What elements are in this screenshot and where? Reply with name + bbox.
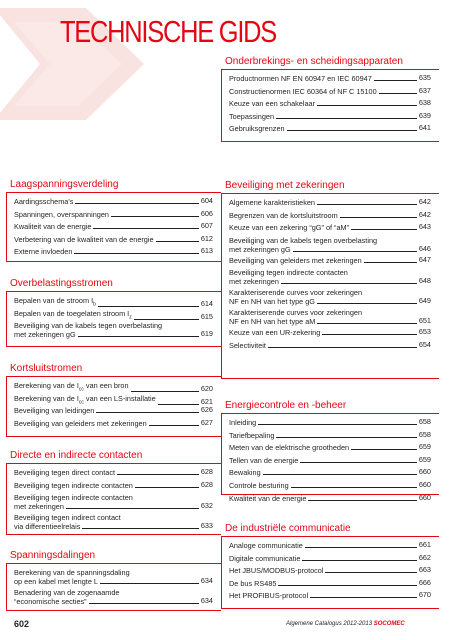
toc-entry-page: 606 <box>200 208 213 218</box>
toc-entry <box>229 124 431 133</box>
toc-entry <box>229 591 431 600</box>
toc-entry <box>229 481 431 490</box>
toc-entry <box>229 341 431 350</box>
toc-box-overbelasting <box>6 292 221 347</box>
toc-entry <box>229 236 431 254</box>
toc-entry-page: 660 <box>418 492 431 502</box>
section-title-laagspanning: Laagspanningsverdeling <box>10 179 119 190</box>
toc-entry <box>229 566 431 575</box>
toc-entry-page: 607 <box>200 221 213 231</box>
toc-entry <box>229 74 431 83</box>
toc-entry-text: Tariefbepaling <box>229 430 275 440</box>
toc-entry <box>14 381 213 394</box>
toc-entry-text: Beveiliging tegen indirecte contacten <box>14 493 133 503</box>
toc-entry-page: 635 <box>418 73 431 82</box>
toc-entry-page: 604 <box>200 196 213 205</box>
toc-entry-page: 615 <box>200 312 213 322</box>
toc-entry <box>14 493 213 511</box>
section-title-onderbreking: Onderbrekings- en scheidingsapparaten <box>225 56 403 67</box>
leader-line <box>308 500 416 501</box>
toc-box-zekeringen <box>221 194 439 379</box>
toc-entry-page: 628 <box>200 467 213 476</box>
leader-line <box>82 528 198 529</box>
leader-line <box>66 508 199 509</box>
toc-box-onderbreking <box>221 70 439 142</box>
leader-line <box>278 585 416 586</box>
page-number: 602 <box>14 619 30 629</box>
toc-entry-page: 634 <box>200 596 213 605</box>
toc-entry-page: 632 <box>200 501 213 511</box>
leader-line <box>310 597 417 598</box>
footer <box>286 621 405 627</box>
leader-line <box>75 203 198 204</box>
toc-entry-page: 646 <box>418 243 431 253</box>
toc-entry-text: Controle besturing <box>229 481 289 490</box>
toc-entry-text: De bus RS485 <box>229 578 277 588</box>
leader-line <box>111 216 199 217</box>
toc-entry-text: Berekening van de $I_{cc}$ van een bron <box>14 381 129 393</box>
toc-entry <box>14 210 213 219</box>
toc-entry <box>229 112 431 121</box>
toc-entry-page: 613 <box>200 246 213 256</box>
toc-entry-text: Begrenzen van de kortsluitstroom <box>229 210 338 220</box>
toc-entry <box>14 222 213 231</box>
toc-entry-page: 612 <box>200 233 213 243</box>
toc-entry <box>14 309 213 322</box>
toc-entry-text: Beveiliging tegen indirecte contacten <box>14 480 133 490</box>
toc-entry-page: 628 <box>200 479 213 489</box>
toc-entry-text: Spanningen, overspanningen <box>14 209 109 219</box>
toc-entry-text: Karakteriserende curves voor zekeringen <box>229 308 363 318</box>
section-title-energie: Energiecontrole en -beheer <box>225 400 347 411</box>
toc-entry-text: Bepalen van de toegelaten stroom $I_z$ <box>14 308 132 321</box>
leader-line <box>131 391 199 392</box>
toc-entry-text: Beveiliging tegen direct contact <box>14 468 116 477</box>
leader-line <box>263 474 417 475</box>
toc-entry-text-line2: met zekeringen gG <box>14 330 76 340</box>
toc-box-spanningsdaling <box>6 564 221 611</box>
leader-line <box>317 105 417 106</box>
toc-entry <box>229 494 431 503</box>
toc-entry-page: 637 <box>418 85 431 95</box>
toc-entry <box>14 568 213 586</box>
leader-line <box>322 334 417 335</box>
toc-entry-page: 639 <box>418 110 431 120</box>
leader-line <box>293 251 417 252</box>
leader-line <box>287 130 417 131</box>
toc-entry-page: 638 <box>418 98 431 108</box>
toc-entry <box>14 406 213 415</box>
toc-entry-page: 633 <box>200 521 213 531</box>
toc-entry-page: 619 <box>200 329 213 339</box>
page-title: TECHNISCHE GIDS <box>60 14 277 49</box>
leader-line <box>340 217 417 218</box>
leader-line <box>78 336 199 337</box>
toc-entry-text-line2: via differentieelrelais <box>14 522 81 532</box>
toc-entry-text: Tellen van de energie <box>229 455 299 465</box>
toc-entry-text-line2: met zekeringen <box>14 502 64 512</box>
toc-entry <box>14 296 213 309</box>
toc-entry-page: 651 <box>418 316 431 326</box>
leader-line <box>156 241 199 242</box>
leader-line <box>276 437 416 438</box>
toc-entry-text: Het JBUS/MODBUS-protocol <box>229 566 324 576</box>
leader-line <box>364 262 417 263</box>
toc-entry-text: Externe invloeden <box>14 247 73 257</box>
toc-box-kortsluit <box>6 377 221 437</box>
toc-entry-text: Verbetering van de kwaliteit van de energie <box>14 234 154 244</box>
leader-line <box>379 93 417 94</box>
toc-entry-page: 666 <box>418 577 431 587</box>
toc-box-direct <box>6 464 221 535</box>
leader-line <box>281 283 417 284</box>
toc-entry-text: Beveiliging tegen indirecte contacten <box>229 268 348 278</box>
toc-entry-page: 641 <box>418 123 431 133</box>
toc-entry <box>14 588 213 606</box>
toc-entry <box>14 481 213 490</box>
toc-entry-page: 647 <box>418 254 431 264</box>
toc-entry <box>229 223 431 232</box>
leader-line <box>291 487 417 488</box>
toc-entry <box>229 256 431 265</box>
toc-entry-page: 649 <box>418 296 431 306</box>
section-title-overbelasting: Overbelastingsstromen <box>10 278 113 289</box>
toc-entry <box>229 541 431 550</box>
toc-entry-text: Beveiliging van de kabels tegen overbelasting <box>229 235 378 245</box>
toc-entry-text-line2: NF en NH van het type gG <box>229 297 315 307</box>
toc-entry <box>229 288 431 306</box>
leader-line <box>134 319 199 320</box>
toc-entry <box>229 268 431 286</box>
toc-entry-text: Beveiliging tegen indirect contact <box>14 513 121 523</box>
toc-entry <box>229 308 431 326</box>
toc-entry-text: Beveiliging van de kabels tegen overbelasting <box>14 321 163 331</box>
toc-entry-text: Keuze van een UR-zekering <box>229 328 321 338</box>
toc-entry-text: Toepassingen <box>229 111 275 121</box>
toc-entry-page: 643 <box>418 222 431 232</box>
toc-entry <box>229 328 431 337</box>
leader-line <box>300 462 416 463</box>
toc-entry <box>229 198 431 207</box>
toc-entry <box>229 468 431 477</box>
toc-entry-page: 660 <box>418 467 431 477</box>
toc-entry-text-line2: met zekeringen gG <box>229 244 291 254</box>
toc-box-energie <box>221 414 439 503</box>
toc-entry <box>229 579 431 588</box>
footer-brand: SOCOMEC <box>373 621 405 627</box>
toc-entry-text: Beveiliging van geleiders met zekeringen <box>229 255 362 265</box>
toc-entry-page: 659 <box>418 454 431 464</box>
leader-line <box>93 228 198 229</box>
toc-entry-text: Aardingsschema's <box>14 197 74 206</box>
toc-entry-text: Keuze van een zekering “gG” of “aM” <box>229 223 350 233</box>
section-title-spanningsdaling: Spanningsdalingen <box>10 550 96 561</box>
toc-entry-text: Kwaliteit van de energie <box>14 222 92 232</box>
leader-line <box>135 487 199 488</box>
section-title-direct: Directe en indirecte contacten <box>10 450 143 461</box>
toc-entry-page: 648 <box>418 276 431 286</box>
leader-line <box>317 204 417 205</box>
leader-line <box>374 80 417 81</box>
leader-line <box>117 474 199 475</box>
toc-entry-page: 634 <box>200 576 213 585</box>
toc-entry <box>229 211 431 220</box>
leader-line <box>149 425 199 426</box>
toc-entry-text: Karakteriserende curves voor zekeringen <box>229 288 363 298</box>
toc-entry-page: 662 <box>418 552 431 562</box>
toc-entry-text: Inleiding <box>229 418 257 427</box>
leader-line <box>325 572 416 573</box>
toc-entry-page: 658 <box>418 417 431 426</box>
toc-entry-text: Keuze van een schakelaar <box>229 99 315 109</box>
section-title-communicatie: De industriële communicatie <box>225 523 351 534</box>
leader-line <box>98 306 199 307</box>
leader-line <box>100 583 199 584</box>
leader-line <box>317 303 417 304</box>
toc-entry-page: 621 <box>200 397 213 407</box>
toc-box-communicatie <box>221 537 439 609</box>
toc-entry-text: Beveiliging van leidingen <box>14 406 95 416</box>
leader-line <box>258 424 417 425</box>
toc-entry-text-line2: NF en NH van het type aM <box>229 317 316 327</box>
toc-entry <box>14 513 213 531</box>
toc-entry-page: 654 <box>418 340 431 349</box>
leader-line <box>158 404 199 405</box>
toc-entry-text-line2: “economische secties” <box>14 597 87 606</box>
toc-entry-text: Benadering van de zogenaamde <box>14 588 120 597</box>
toc-entry <box>229 443 431 452</box>
toc-entry <box>14 394 213 407</box>
toc-entry-text: Digitale communicatie <box>229 553 301 563</box>
toc-entry <box>229 554 431 563</box>
toc-entry-page: 620 <box>200 384 213 394</box>
toc-entry <box>229 99 431 108</box>
toc-entry-page: 626 <box>200 405 213 415</box>
toc-entry-text-line2: met zekeringen <box>229 277 279 287</box>
leader-line <box>317 323 416 324</box>
toc-entry-text: Gebruiksgrenzen <box>229 124 285 134</box>
toc-entry-page: 670 <box>418 590 431 600</box>
leader-line <box>351 229 417 230</box>
leader-line <box>96 412 198 413</box>
toc-entry <box>229 456 431 465</box>
toc-entry-text: Bepalen van de stroom $I_b$ <box>14 296 96 308</box>
section-title-zekeringen: Beveiliging met zekeringen <box>225 180 345 191</box>
toc-entry <box>14 468 213 477</box>
toc-entry-page: 661 <box>418 540 431 549</box>
toc-entry-text: Berekening van de $I_{cc}$ van een LS-installatie <box>14 393 156 406</box>
toc-entry-page: 627 <box>200 417 213 427</box>
toc-entry <box>14 235 213 244</box>
toc-entry-text: Constructienormen IEC 60364 of NF C 15100 <box>229 86 377 96</box>
leader-line <box>305 547 417 548</box>
toc-entry <box>229 87 431 96</box>
toc-entry <box>14 197 213 206</box>
toc-box-laagspanning <box>6 193 221 262</box>
toc-entry <box>14 247 213 256</box>
toc-entry-text: Kwaliteit van de energie <box>229 493 307 503</box>
leader-line <box>351 449 417 450</box>
toc-entry-text: Het PROFIBUS-protocol <box>229 591 309 601</box>
toc-entry <box>229 418 431 427</box>
toc-entry-page: 658 <box>418 429 431 439</box>
toc-entry <box>229 431 431 440</box>
leader-line <box>276 118 417 119</box>
toc-entry-page: 653 <box>418 327 431 337</box>
toc-entry-text: Meten van de elektrische grootheden <box>229 443 350 453</box>
toc-entry-text: Beveiliging van geleiders met zekeringen <box>14 418 147 428</box>
leader-line <box>302 560 416 561</box>
toc-entry-page: 642 <box>418 197 431 206</box>
toc-entry-page: 660 <box>418 480 431 489</box>
footer-text: Algemene Catalogus 2012-2013 <box>286 621 373 627</box>
toc-entry-text: Berekening van de spanningsdaling <box>14 568 130 577</box>
leader-line <box>268 347 417 348</box>
toc-entry <box>14 321 213 339</box>
toc-entry-text: Analoge communicatie <box>229 541 303 550</box>
toc-entry-text-line2: op een kabel met lengte L <box>14 577 98 586</box>
toc-entry-page: 642 <box>418 209 431 219</box>
section-title-kortsluit: Kortsluitstromen <box>10 363 83 374</box>
toc-entry-text: Bewaking <box>229 468 261 478</box>
toc-entry-text: Selectiviteit <box>229 341 266 350</box>
toc-entry <box>14 419 213 428</box>
leader-line <box>89 603 199 604</box>
toc-entry-page: 614 <box>200 299 213 309</box>
toc-entry-text: Algemene karakteristieken <box>229 198 315 207</box>
leader-line <box>74 253 198 254</box>
toc-entry-text: Productnormen NF EN 60947 en IEC 60947 <box>229 74 372 83</box>
toc-entry-page: 663 <box>418 565 431 575</box>
toc-entry-page: 659 <box>418 442 431 452</box>
